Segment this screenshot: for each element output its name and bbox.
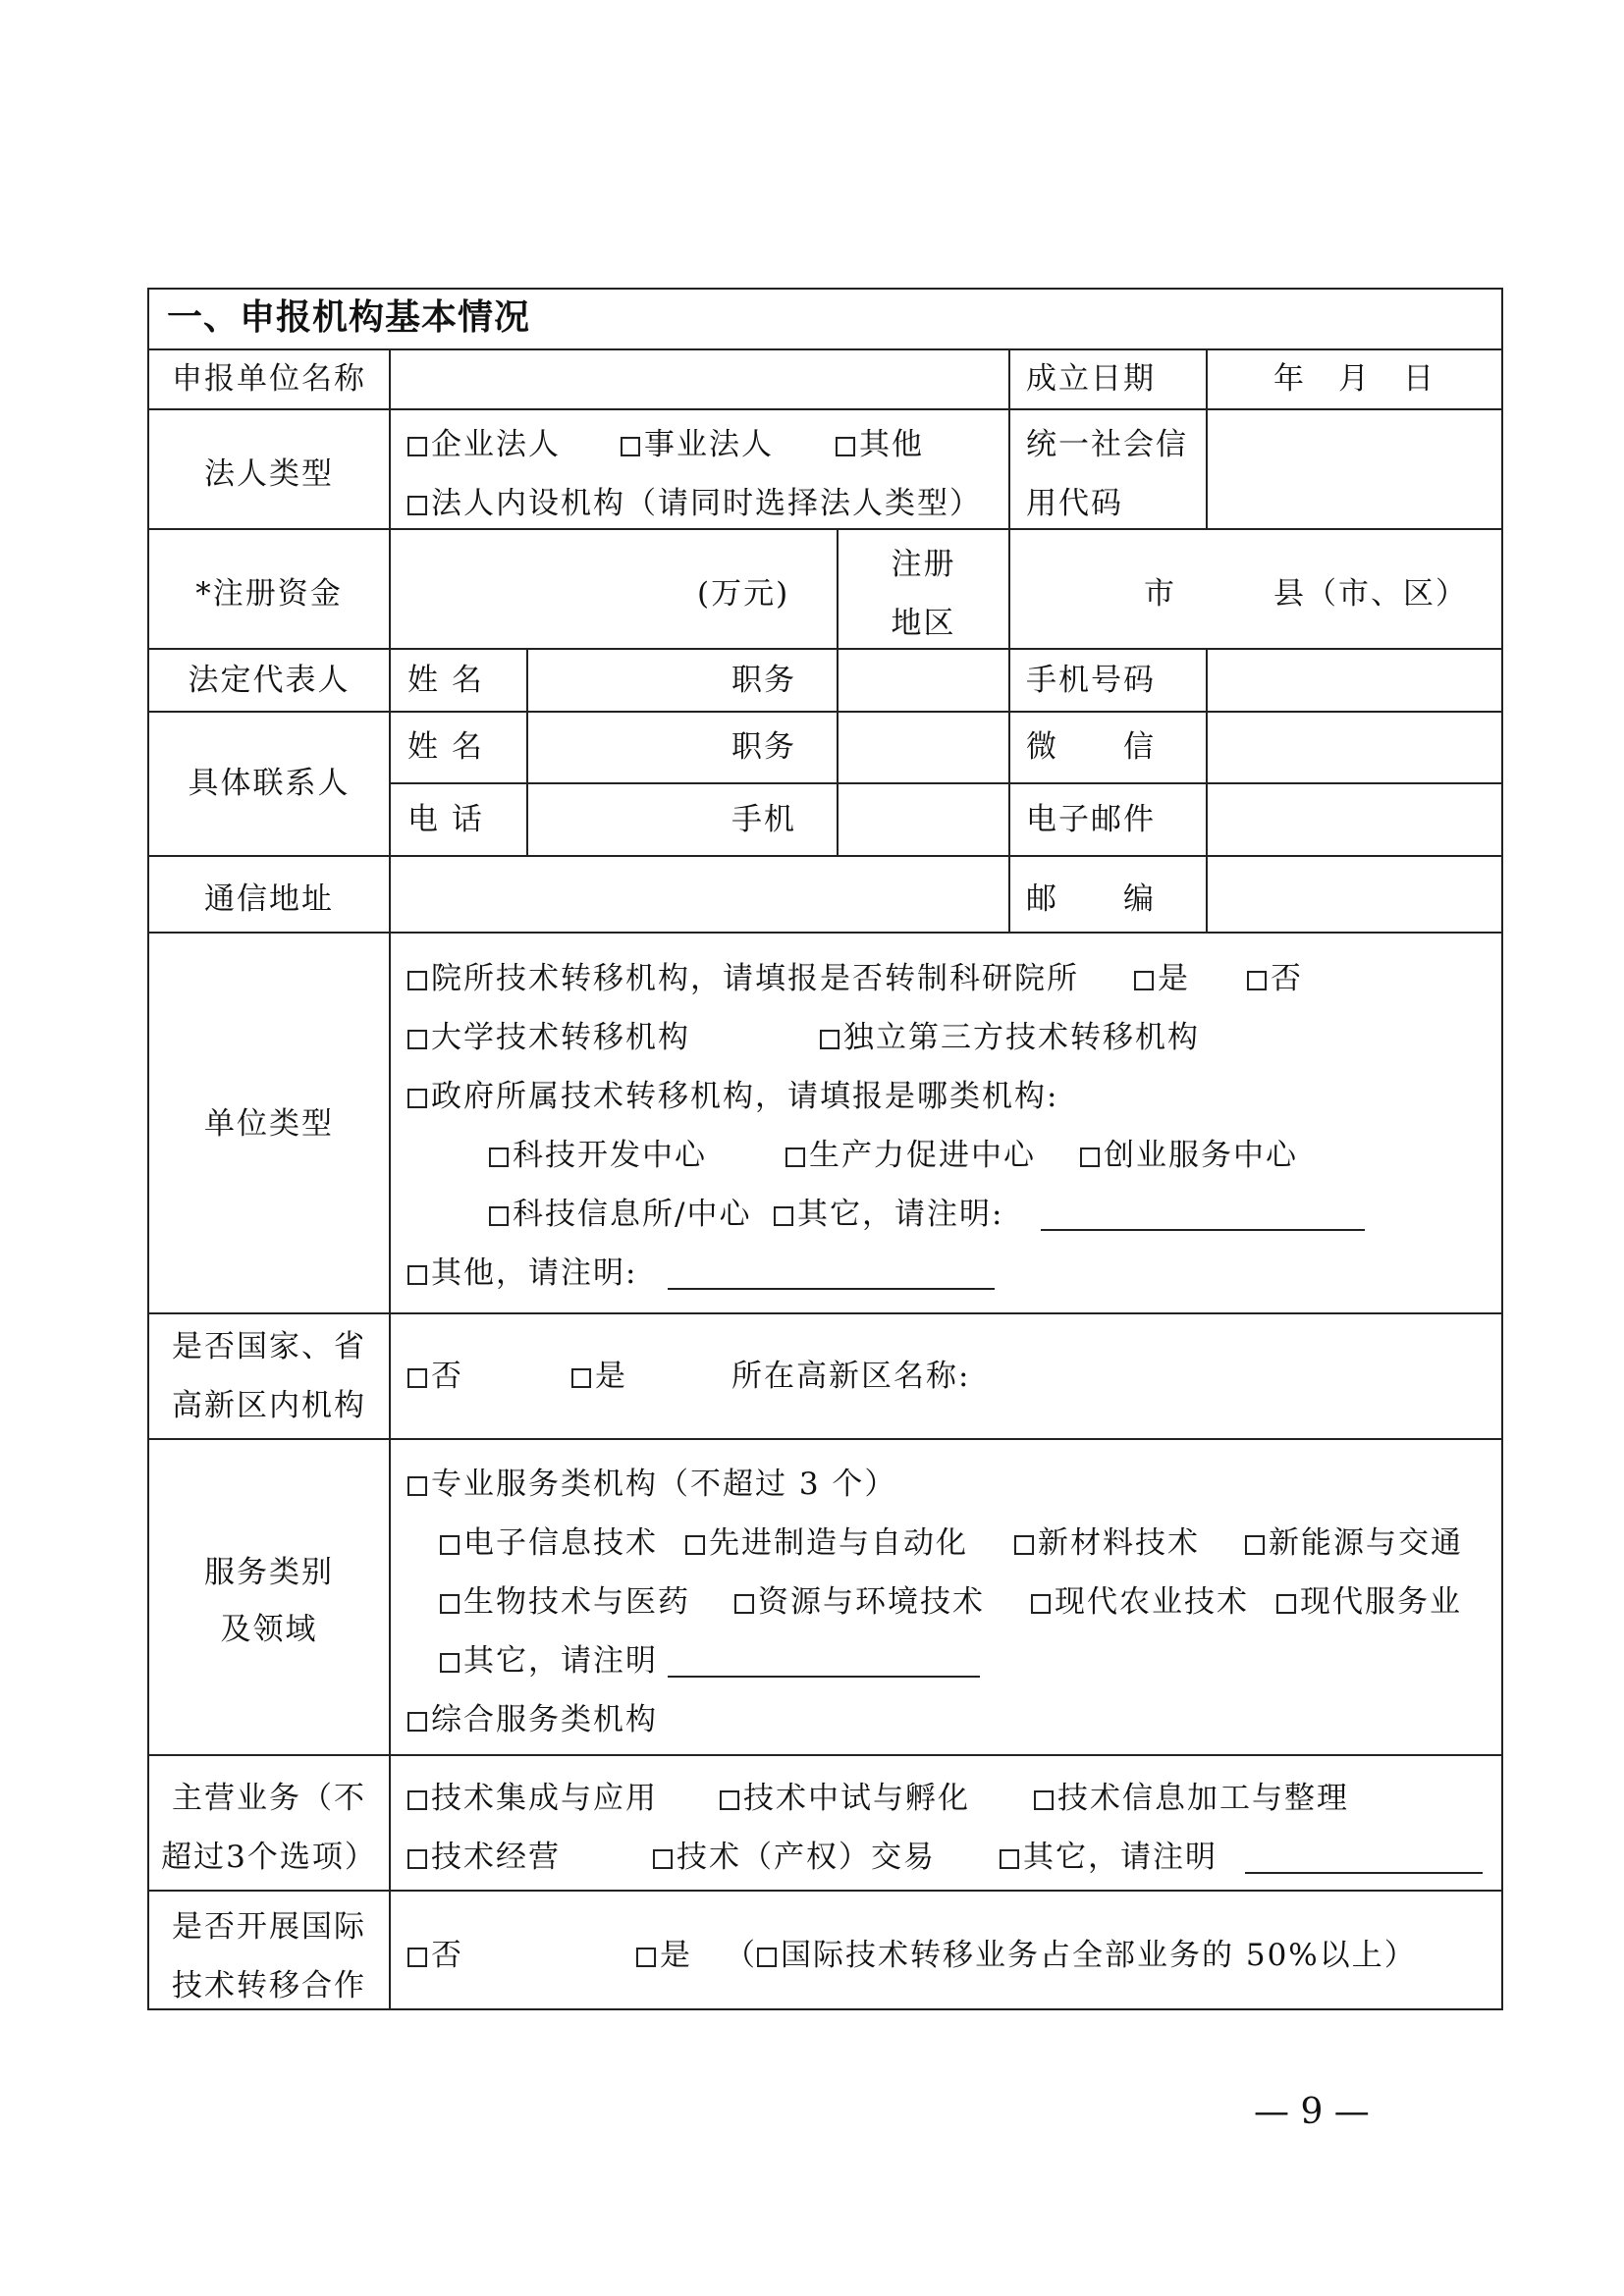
checkbox[interactable] — [653, 1849, 673, 1869]
unit-type-research-yes[interactable] — [1134, 959, 1190, 998]
checkbox[interactable] — [407, 496, 427, 515]
contact-position-label: 职务 — [731, 729, 796, 765]
contact-name-label: 姓 名 — [407, 729, 484, 765]
unit-type-other[interactable] — [407, 1254, 637, 1293]
table-line — [1501, 288, 1503, 2009]
gov-sub-startup-center[interactable] — [1080, 1136, 1298, 1175]
option-label: 政府所属技术转移机构，请填报是哪类机构: — [431, 1079, 1059, 1114]
option-label: 生物技术与医药 — [463, 1584, 690, 1620]
mobile-number-label: 手机号码 — [1026, 663, 1156, 698]
table-line — [147, 855, 1503, 857]
hitech-yes[interactable] — [571, 1357, 627, 1396]
table-line — [147, 1312, 1503, 1314]
option-label: 否 — [431, 1938, 463, 1973]
option-label: 是 — [1158, 961, 1190, 996]
table-line — [147, 348, 1503, 350]
option-label: 资源与环境技术 — [758, 1584, 985, 1620]
checkbox[interactable] — [1014, 1535, 1034, 1555]
checkbox[interactable] — [440, 1653, 460, 1673]
option-label: 是 — [595, 1359, 627, 1394]
intl-label-2: 技术转移合作 — [172, 1968, 366, 2003]
business-info-processing[interactable] — [1034, 1779, 1349, 1818]
checkbox[interactable] — [407, 437, 427, 456]
option-label: 大学技术转移机构 — [431, 1020, 690, 1055]
checkbox[interactable] — [1080, 1148, 1100, 1167]
table-line — [389, 782, 1503, 784]
option-label: 创业服务中心 — [1104, 1138, 1298, 1173]
option-label: 技术（产权）交易 — [677, 1840, 936, 1875]
checkbox[interactable] — [489, 1206, 509, 1226]
option-label: 专业服务类机构（不超过 3 个） — [431, 1467, 897, 1502]
checkbox[interactable] — [820, 1030, 839, 1049]
gov-sub-dev-center[interactable] — [489, 1136, 707, 1175]
table-line — [389, 348, 391, 2009]
checkbox[interactable] — [1276, 1594, 1296, 1614]
intl-no[interactable] — [407, 1936, 463, 1975]
checkbox[interactable] — [407, 1030, 427, 1049]
option-label: 现代农业技术 — [1055, 1584, 1249, 1620]
reg-area-label-2: 地区 — [891, 606, 956, 641]
option-label: 新能源与交通 — [1269, 1525, 1463, 1561]
table-line — [147, 2008, 1503, 2010]
legal-type-institution[interactable] — [621, 425, 774, 464]
unit-type-third-party[interactable] — [820, 1018, 1200, 1057]
field-new-energy[interactable] — [1245, 1523, 1463, 1563]
option-label: 生产力促进中心 — [809, 1138, 1036, 1173]
business-other[interactable] — [1000, 1838, 1218, 1877]
table-line — [1008, 348, 1010, 932]
reg-area-label-1: 注册 — [891, 547, 956, 582]
field-biotech[interactable] — [440, 1582, 690, 1622]
option-label: 国际技术转移业务占全部业务的 50%以上） — [781, 1938, 1417, 1973]
table-line — [147, 288, 1503, 290]
field-electronic-info[interactable] — [440, 1523, 658, 1563]
option-label: 现代服务业 — [1300, 1584, 1462, 1620]
option-label: 其它，请注明: — [797, 1197, 1004, 1232]
option-label: 其它，请注明 — [463, 1643, 658, 1679]
field-advanced-manufacturing[interactable] — [685, 1523, 968, 1563]
checkbox[interactable] — [407, 1712, 427, 1732]
checkbox[interactable] — [774, 1206, 793, 1226]
field-modern-services[interactable] — [1276, 1582, 1462, 1622]
option-label: 院所技术转移机构，请填报是否转制科研院所 — [431, 961, 1079, 996]
hitech-label-1: 是否国家、省 — [172, 1329, 366, 1364]
option-label: 综合服务类机构 — [431, 1702, 658, 1737]
checkbox[interactable] — [720, 1790, 739, 1810]
credit-code-label-2: 用代码 — [1026, 486, 1123, 521]
table-line — [147, 1754, 1503, 1756]
field-other[interactable] — [440, 1641, 658, 1681]
name-label: 姓 名 — [407, 663, 484, 698]
checkbox[interactable] — [734, 1594, 754, 1614]
business-trading[interactable] — [653, 1838, 936, 1877]
checkbox[interactable] — [621, 437, 640, 456]
gov-sub-other[interactable] — [774, 1195, 1003, 1234]
option-label: 科技开发中心 — [513, 1138, 707, 1173]
unit-type-label: 单位类型 — [204, 1106, 334, 1142]
paren: （ — [725, 1938, 757, 1973]
checkbox[interactable] — [1247, 971, 1267, 990]
legal-rep-label: 法定代表人 — [188, 663, 351, 698]
credit-code-label-1: 统一社会信 — [1026, 427, 1188, 462]
checkbox[interactable] — [685, 1535, 705, 1555]
option-label: 独立第三方技术转移机构 — [843, 1020, 1200, 1055]
table-line — [147, 528, 1503, 530]
business-label-1: 主营业务（不 — [172, 1781, 366, 1816]
business-pilot-incubation[interactable] — [720, 1779, 970, 1818]
service-label-2: 及领域 — [220, 1612, 318, 1647]
email-label: 电子邮件 — [1026, 802, 1156, 837]
unit-type-university[interactable] — [407, 1018, 690, 1057]
table-line — [147, 932, 1503, 934]
unit-other-blank[interactable] — [668, 1288, 995, 1290]
checkbox[interactable] — [636, 1948, 656, 1967]
checkbox[interactable] — [785, 1148, 805, 1167]
option-label: 法人内设机构（请同时选择法人类型） — [431, 486, 982, 521]
section-title: 一、申报机构基本情况 — [167, 297, 531, 338]
unit-name-label: 申报单位名称 — [172, 361, 366, 397]
option-label: 技术信息加工与整理 — [1057, 1781, 1349, 1816]
legal-type-enterprise[interactable] — [407, 425, 561, 464]
hitech-zone-name-label: 所在高新区名称: — [731, 1359, 971, 1394]
legal-type-other[interactable] — [836, 425, 924, 464]
checkbox[interactable] — [407, 971, 427, 990]
table-line — [147, 648, 1503, 650]
option-label: 其他，请注明: — [431, 1255, 638, 1291]
address-label: 通信地址 — [204, 881, 334, 917]
page-number: — 9 — — [1254, 2092, 1370, 2132]
checkbox[interactable] — [1134, 971, 1154, 990]
wechat-label: 微 信 — [1026, 729, 1156, 765]
field-other-blank[interactable] — [668, 1676, 980, 1678]
capital-unit: (万元) — [697, 576, 790, 612]
date-placeholder: 年 月 日 — [1273, 361, 1435, 397]
service-label-1: 服务类别 — [204, 1555, 334, 1590]
table-line — [147, 1890, 1503, 1892]
checkbox[interactable] — [440, 1535, 460, 1555]
legal-type-internal[interactable] — [407, 484, 982, 523]
gov-other-blank[interactable] — [1041, 1229, 1365, 1231]
checkbox[interactable] — [1031, 1594, 1051, 1614]
checkbox[interactable] — [1034, 1790, 1054, 1810]
checkbox[interactable] — [407, 1849, 427, 1869]
mobile-label: 手机 — [731, 802, 796, 837]
checkbox[interactable] — [836, 437, 855, 456]
checkbox[interactable] — [489, 1148, 509, 1167]
field-resources-environment[interactable] — [734, 1582, 985, 1622]
checkbox[interactable] — [440, 1594, 460, 1614]
intl-yes[interactable] — [636, 1936, 692, 1975]
option-label: 企业法人 — [431, 427, 561, 462]
table-line — [147, 711, 1503, 713]
registered-capital-label: *注册资金 — [195, 576, 343, 612]
option-label: 技术经营 — [431, 1840, 561, 1875]
field-new-materials[interactable] — [1014, 1523, 1200, 1563]
option-label: 新材料技术 — [1038, 1525, 1200, 1561]
checkbox[interactable] — [407, 1948, 427, 1967]
business-other-blank[interactable] — [1245, 1872, 1483, 1874]
option-label: 是 — [660, 1938, 692, 1973]
option-label: 技术集成与应用 — [431, 1781, 658, 1816]
founded-date-label: 成立日期 — [1026, 361, 1156, 397]
legal-type-label: 法人类型 — [204, 456, 334, 492]
phone-label: 电 话 — [407, 802, 484, 837]
checkbox[interactable] — [1000, 1849, 1019, 1869]
hitech-no[interactable] — [407, 1357, 463, 1396]
intl-label-1: 是否开展国际 — [172, 1909, 366, 1945]
business-label-2: 超过3个选项） — [161, 1840, 377, 1875]
table-line — [147, 408, 1503, 410]
business-operation[interactable] — [407, 1838, 561, 1877]
table-line — [147, 1438, 1503, 1440]
table-line — [147, 288, 149, 2009]
option-label: 技术中试与孵化 — [743, 1781, 970, 1816]
checkbox[interactable] — [407, 1089, 427, 1108]
postcode-label: 邮 编 — [1026, 881, 1156, 917]
service-professional[interactable] — [407, 1465, 896, 1504]
unit-type-research[interactable] — [407, 959, 1079, 998]
business-integration[interactable] — [407, 1779, 658, 1818]
option-label: 其他 — [859, 427, 924, 462]
checkbox[interactable] — [571, 1368, 591, 1388]
option-label: 否 — [431, 1359, 463, 1394]
city-county-label: 市 县（市、区） — [1144, 576, 1468, 612]
hitech-label-2: 高新区内机构 — [172, 1388, 366, 1423]
table-line — [526, 648, 528, 856]
unit-type-research-no[interactable] — [1247, 959, 1303, 998]
option-label: 科技信息所/中心 — [513, 1197, 752, 1232]
checkbox[interactable] — [757, 1948, 777, 1967]
field-modern-agriculture[interactable] — [1031, 1582, 1249, 1622]
gov-sub-productivity-center[interactable] — [785, 1136, 1036, 1175]
checkbox[interactable] — [407, 1790, 427, 1810]
checkbox[interactable] — [407, 1368, 427, 1388]
intl-over-50[interactable] — [725, 1936, 1417, 1975]
unit-type-government[interactable] — [407, 1077, 1058, 1116]
table-line — [1206, 648, 1208, 932]
service-comprehensive[interactable] — [407, 1700, 658, 1739]
option-label: 否 — [1271, 961, 1303, 996]
option-label: 电子信息技术 — [463, 1525, 658, 1561]
contact-label: 具体联系人 — [188, 766, 351, 801]
position-label: 职务 — [731, 663, 796, 698]
option-label: 其它，请注明 — [1023, 1840, 1218, 1875]
option-label: 先进制造与自动化 — [709, 1525, 968, 1561]
gov-sub-info-center[interactable] — [489, 1195, 751, 1234]
option-label: 事业法人 — [644, 427, 774, 462]
checkbox[interactable] — [407, 1265, 427, 1285]
checkbox[interactable] — [1245, 1535, 1265, 1555]
checkbox[interactable] — [407, 1476, 427, 1496]
